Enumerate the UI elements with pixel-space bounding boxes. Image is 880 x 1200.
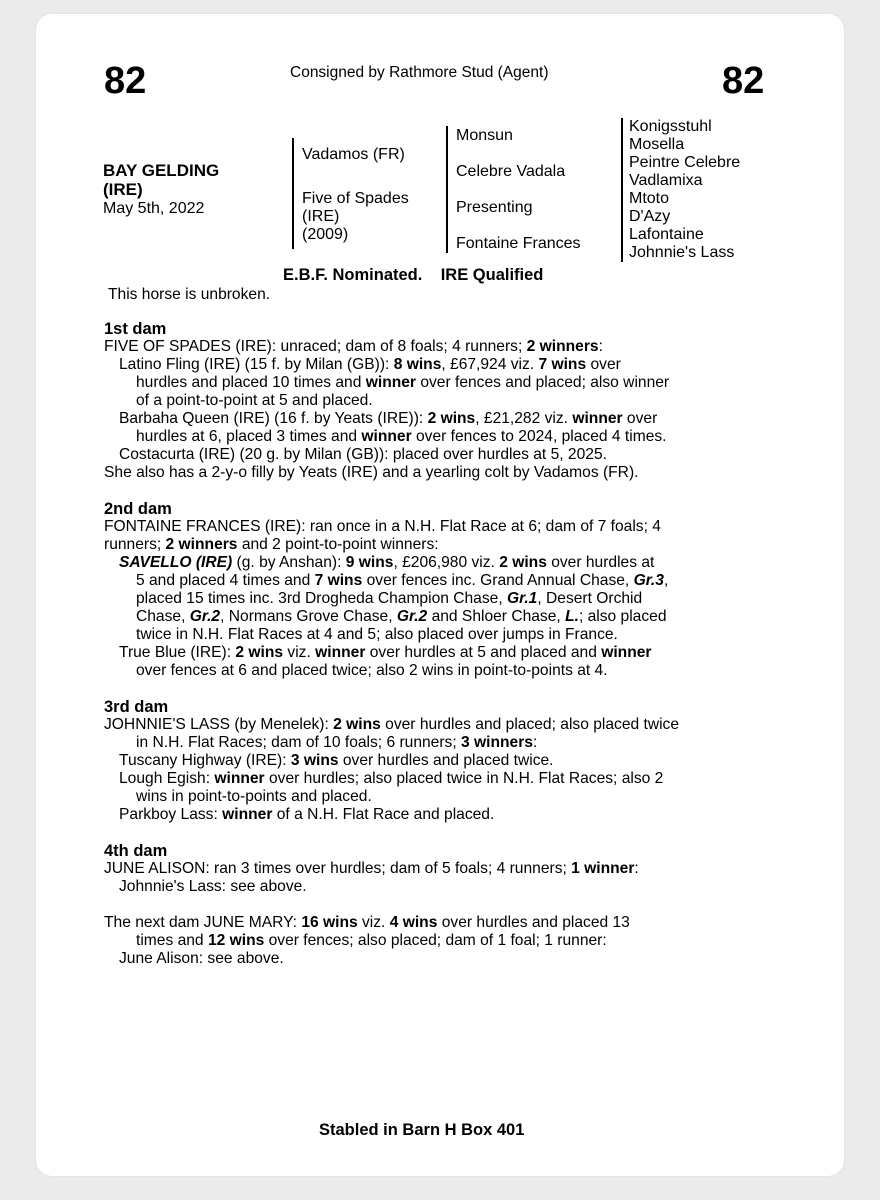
pedigree-divider-1 (292, 138, 294, 249)
horse-country: (IRE) (103, 180, 143, 199)
horse-sex: BAY GELDING (103, 161, 220, 180)
produce-record (104, 286, 824, 968)
pedigree-divider-3 (621, 118, 623, 262)
offspring-line: twice in N.H. Flat Races at 4 and 5; also placed over jumps in France. (136, 626, 618, 643)
offspring-line: Parkboy Lass: winner of a N.H. Flat Race and placed. (119, 806, 495, 823)
offspring-line: wins in point-to-points and placed. (136, 788, 372, 805)
second-dam-heading: 2nd dam (104, 500, 172, 518)
offspring-line: hurdles at 6, placed 3 times and winner over fences to 2024, placed 4 times. (136, 428, 667, 445)
offspring-line: over fences at 6 and placed twice; also 2 wins in point-to-points at 4. (136, 662, 608, 679)
unbroken-note: This horse is unbroken. (108, 286, 271, 303)
next-dam-line: times and 12 wins over fences; also placed; dam of 1 foal; 1 runner: (136, 932, 607, 949)
pedigree-dam: Five of Spades (IRE) (2009) (302, 190, 409, 243)
ire-qualified: IRE Qualified (440, 266, 544, 284)
foaling-date: May 5th, 2022 (103, 200, 205, 217)
offspring-line: June Alison: see above. (119, 950, 284, 967)
catalogue-page (36, 14, 844, 1176)
lot-number-right: 82 (722, 60, 765, 102)
pedigree-sire: Vadamos (FR) (302, 146, 405, 163)
horse-description (103, 161, 219, 218)
offspring-line: Johnnie's Lass: see above. (119, 878, 307, 895)
offspring-line: Latino Fling (IRE) (15 f. by Milan (GB)): 8 wins, £67,924 viz. 7 wins over (119, 356, 621, 373)
offspring-line: Barbaha Queen (IRE) (16 f. by Yeats (IRE)): 2 wins, £21,282 viz. winner over (119, 410, 658, 427)
offspring-line: hurdles and placed 10 times and winner over fences and placed; also winner (136, 374, 670, 391)
offspring-line: SAVELLO (IRE) (g. by Anshan): 9 wins, £206,980 viz. 2 wins over hurdles at (119, 554, 655, 571)
pedigree-divider-2 (446, 126, 448, 253)
consignor: Consigned by Rathmore Stud (Agent) (290, 64, 549, 81)
offspring-line: 5 and placed 4 times and 7 wins over fences inc. Grand Annual Chase, Gr.3, (136, 572, 669, 589)
third-dam-heading: 3rd dam (104, 698, 169, 716)
third-dam-line: in N.H. Flat Races; dam of 10 foals; 6 runners; 3 winners: (136, 734, 538, 751)
second-dam-line: runners; 2 winners and 2 point-to-point winners: (104, 536, 439, 553)
first-dam-heading: 1st dam (104, 320, 167, 338)
offspring-line: Tuscany Highway (IRE): 3 wins over hurdles and placed twice. (119, 752, 554, 769)
fourth-dam-heading: 4th dam (104, 842, 168, 860)
second-dam-line: FONTAINE FRANCES (IRE): ran once in a N.H. Flat Race at 6; dam of 7 foals; 4 (104, 518, 661, 535)
offspring-line: True Blue (IRE): 2 wins viz. winner over hurdles at 5 and placed and winner (119, 644, 652, 661)
nominations (283, 266, 543, 285)
pedigree-granddam-2: Fontaine Frances (456, 235, 581, 252)
fourth-dam-line: JUNE ALISON: ran 3 times over hurdles; dam of 5 foals; 4 runners; 1 winner: (104, 860, 639, 877)
first-dam-line: FIVE OF SPADES (IRE): unraced; dam of 8 foals; 4 runners; 2 winners: (104, 338, 603, 355)
offspring-line: Chase, Gr.2, Normans Grove Chase, Gr.2 and Shloer Chase, L.; also placed (136, 608, 667, 625)
next-dam-line: The next dam JUNE MARY: 16 wins viz. 4 wins over hurdles and placed 13 (104, 914, 630, 931)
lot-number-left: 82 (104, 60, 147, 102)
dam-note-line: She also has a 2-y-o filly by Yeats (IRE) and a yearling colt by Vadamos (FR). (104, 464, 639, 481)
offspring-line: of a point-to-point at 5 and placed. (136, 392, 373, 409)
pedigree-granddam-1: Celebre Vadala (456, 163, 566, 180)
offspring-line: Lough Egish: winner over hurdles; also placed twice in N.H. Flat Races; also 2 (119, 770, 664, 787)
pedigree-great-grandparents: Konigsstuhl Mosella Peintre Celebre Vadlamixa Mtoto D'Azy Lafontaine Johnnie's Lass (629, 118, 741, 261)
offspring-line: Costacurta (IRE) (20 g. by Milan (GB)): placed over hurdles at 5, 2025. (119, 446, 607, 463)
pedigree-grandsire-1: Monsun (456, 127, 513, 144)
stabling-info: Stabled in Barn H Box 401 (319, 1121, 525, 1139)
ebf-nominated: E.B.F. Nominated. (283, 266, 423, 284)
third-dam-line: JOHNNIE'S LASS (by Menelek): 2 wins over hurdles and placed; also placed twice (104, 716, 680, 733)
pedigree-grandsire-2: Presenting (456, 199, 533, 216)
offspring-line: placed 15 times inc. 3rd Drogheda Champion Chase, Gr.1, Desert Orchid (136, 590, 643, 607)
